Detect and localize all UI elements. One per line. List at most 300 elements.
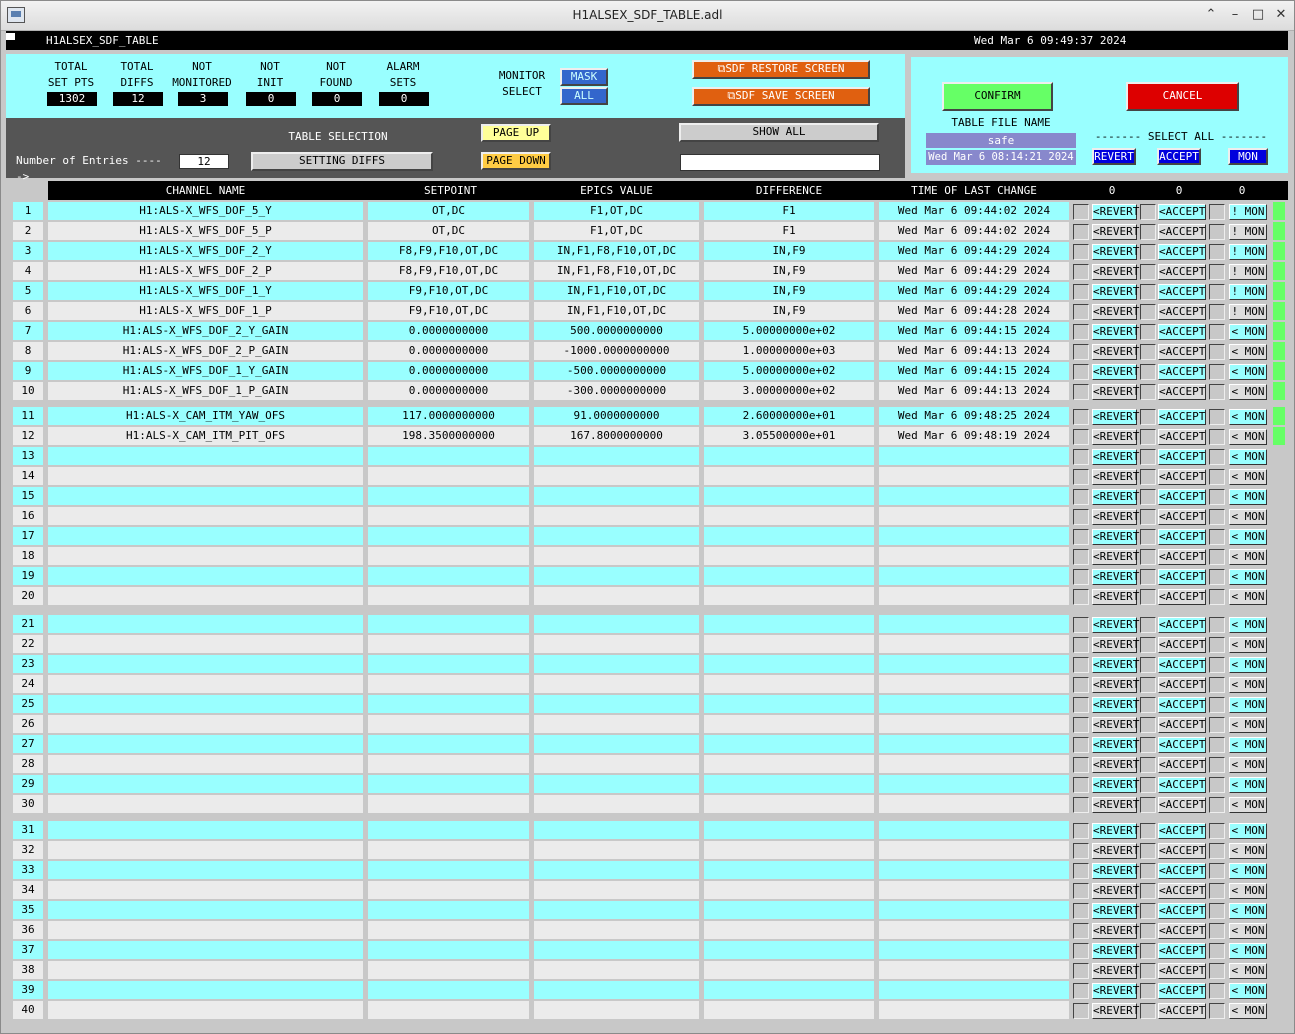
diff-indicator bbox=[1273, 282, 1285, 300]
revert-checkbox[interactable] bbox=[1073, 1003, 1089, 1019]
revert-button[interactable]: <REVERT bbox=[1093, 758, 1140, 771]
revert-checkbox[interactable] bbox=[1073, 569, 1089, 585]
revert-checkbox[interactable] bbox=[1073, 657, 1089, 673]
mon-checkbox[interactable] bbox=[1209, 224, 1225, 240]
time-of-last-change bbox=[879, 695, 1069, 713]
diff-indicator bbox=[1273, 362, 1285, 380]
revert-button[interactable]: <REVERT bbox=[1093, 470, 1140, 483]
revert-checkbox[interactable] bbox=[1073, 823, 1089, 839]
revert-button[interactable]: <REVERT bbox=[1093, 410, 1140, 423]
mon-checkbox[interactable] bbox=[1209, 903, 1225, 919]
mon-button[interactable]: < MON bbox=[1229, 863, 1267, 879]
revert-checkbox[interactable] bbox=[1073, 549, 1089, 565]
revert-checkbox[interactable] bbox=[1073, 409, 1089, 425]
revert-checkbox[interactable] bbox=[1073, 737, 1089, 753]
mon-button[interactable]: < MON bbox=[1229, 489, 1267, 505]
mon-button[interactable]: < MON bbox=[1229, 529, 1267, 545]
revert-checkbox[interactable] bbox=[1073, 284, 1089, 300]
setpoint bbox=[368, 775, 529, 793]
accept-button[interactable]: <ACCEPT bbox=[1159, 758, 1206, 771]
revert-checkbox[interactable] bbox=[1073, 883, 1089, 899]
mon-checkbox[interactable] bbox=[1209, 549, 1225, 565]
mon-button[interactable]: < MON bbox=[1229, 1003, 1267, 1019]
mon-checkbox[interactable] bbox=[1209, 344, 1225, 360]
revert-button[interactable]: <REVERT bbox=[1093, 530, 1140, 543]
revert-checkbox[interactable] bbox=[1073, 529, 1089, 545]
revert-button[interactable]: <REVERT bbox=[1093, 964, 1140, 977]
mon-checkbox[interactable] bbox=[1209, 509, 1225, 525]
revert-button[interactable]: <REVERT bbox=[1093, 658, 1140, 671]
revert-button[interactable]: <REVERT bbox=[1093, 550, 1140, 563]
mon-button[interactable]: ! MON bbox=[1229, 284, 1267, 300]
revert-button[interactable]: <REVERT bbox=[1093, 944, 1140, 957]
channel-name bbox=[48, 567, 363, 585]
mon-checkbox[interactable] bbox=[1209, 843, 1225, 859]
accept-checkbox[interactable] bbox=[1140, 264, 1156, 280]
setpoint bbox=[368, 941, 529, 959]
mon-button[interactable]: < MON bbox=[1229, 364, 1267, 380]
mon-checkbox[interactable] bbox=[1209, 717, 1225, 733]
accept-checkbox[interactable] bbox=[1140, 697, 1156, 713]
mon-checkbox[interactable] bbox=[1209, 983, 1225, 999]
revert-button[interactable]: <REVERT bbox=[1093, 798, 1140, 811]
revert-checkbox[interactable] bbox=[1073, 677, 1089, 693]
mon-button[interactable]: < MON bbox=[1229, 883, 1267, 899]
stat-value: 3 bbox=[178, 92, 228, 106]
revert-checkbox[interactable] bbox=[1073, 509, 1089, 525]
stat-label: FOUND bbox=[319, 76, 353, 89]
channel-name: H1:ALS-X_WFS_DOF_2_P bbox=[48, 262, 363, 280]
accept-checkbox[interactable] bbox=[1140, 943, 1156, 959]
table-file-date: Wed Mar 6 08:14:21 2024 bbox=[926, 150, 1076, 165]
accept-checkbox[interactable] bbox=[1140, 1003, 1156, 1019]
mon-button[interactable]: < MON bbox=[1229, 823, 1267, 839]
mon-button[interactable]: < MON bbox=[1229, 943, 1267, 959]
mon-button[interactable]: < MON bbox=[1229, 549, 1267, 565]
revert-button[interactable]: <REVERT bbox=[1093, 778, 1140, 791]
mon-checkbox[interactable] bbox=[1209, 449, 1225, 465]
accept-button[interactable]: <ACCEPT bbox=[1159, 450, 1206, 463]
mon-checkbox[interactable] bbox=[1209, 923, 1225, 939]
revert-checkbox[interactable] bbox=[1073, 943, 1089, 959]
accept-checkbox[interactable] bbox=[1140, 324, 1156, 340]
accept-checkbox[interactable] bbox=[1140, 963, 1156, 979]
accept-button[interactable]: <ACCEPT bbox=[1159, 265, 1206, 278]
diff-indicator bbox=[1273, 382, 1285, 400]
mon-checkbox[interactable] bbox=[1209, 777, 1225, 793]
accept-button[interactable]: <ACCEPT bbox=[1159, 1004, 1206, 1017]
row-number: 3 bbox=[13, 242, 43, 260]
revert-checkbox[interactable] bbox=[1073, 384, 1089, 400]
mon-checkbox[interactable] bbox=[1209, 429, 1225, 445]
revert-button[interactable]: <REVERT bbox=[1093, 824, 1140, 837]
epics-value bbox=[534, 735, 699, 753]
accept-button[interactable]: <ACCEPT bbox=[1159, 984, 1206, 997]
accept-checkbox[interactable] bbox=[1140, 469, 1156, 485]
select-all-accept-button[interactable]: ACCEPT bbox=[1157, 148, 1201, 165]
maximize-icon[interactable]: □ bbox=[1251, 7, 1265, 22]
mon-button[interactable]: < MON bbox=[1229, 777, 1267, 793]
revert-button[interactable]: <REVERT bbox=[1093, 1004, 1140, 1017]
accept-checkbox[interactable] bbox=[1140, 509, 1156, 525]
mon-checkbox[interactable] bbox=[1209, 529, 1225, 545]
revert-button[interactable]: <REVERT bbox=[1093, 864, 1140, 877]
accept-button[interactable]: <ACCEPT bbox=[1159, 550, 1206, 563]
revert-checkbox[interactable] bbox=[1073, 903, 1089, 919]
mon-button[interactable]: < MON bbox=[1229, 324, 1267, 340]
close-icon[interactable]: ✕ bbox=[1275, 7, 1287, 22]
accept-checkbox[interactable] bbox=[1140, 244, 1156, 260]
accept-checkbox[interactable] bbox=[1140, 677, 1156, 693]
accept-checkbox[interactable] bbox=[1140, 843, 1156, 859]
mon-button[interactable]: < MON bbox=[1229, 617, 1267, 633]
accept-checkbox[interactable] bbox=[1140, 923, 1156, 939]
revert-checkbox[interactable] bbox=[1073, 344, 1089, 360]
accept-checkbox[interactable] bbox=[1140, 657, 1156, 673]
revert-checkbox[interactable] bbox=[1073, 777, 1089, 793]
accept-button[interactable]: <ACCEPT bbox=[1159, 365, 1206, 378]
accept-button[interactable]: <ACCEPT bbox=[1159, 678, 1206, 691]
mon-button[interactable]: ! MON bbox=[1229, 224, 1267, 240]
accept-checkbox[interactable] bbox=[1140, 983, 1156, 999]
accept-checkbox[interactable] bbox=[1140, 569, 1156, 585]
revert-button[interactable]: <REVERT bbox=[1093, 570, 1140, 583]
page-down-button[interactable]: PAGE DOWN bbox=[481, 152, 551, 170]
revert-button[interactable]: <REVERT bbox=[1093, 305, 1140, 318]
mon-button[interactable]: < MON bbox=[1229, 923, 1267, 939]
accept-button[interactable]: <ACCEPT bbox=[1159, 590, 1206, 603]
select-all-revert-button[interactable]: REVERT bbox=[1092, 148, 1136, 165]
accept-button[interactable]: <ACCEPT bbox=[1159, 864, 1206, 877]
mon-checkbox[interactable] bbox=[1209, 697, 1225, 713]
accept-button[interactable]: <ACCEPT bbox=[1159, 225, 1206, 238]
accept-checkbox[interactable] bbox=[1140, 429, 1156, 445]
revert-button[interactable]: <REVERT bbox=[1093, 984, 1140, 997]
revert-checkbox[interactable] bbox=[1073, 224, 1089, 240]
revert-checkbox[interactable] bbox=[1073, 637, 1089, 653]
accept-button[interactable]: <ACCEPT bbox=[1159, 325, 1206, 338]
accept-button[interactable]: <ACCEPT bbox=[1159, 904, 1206, 917]
accept-button[interactable]: <ACCEPT bbox=[1159, 470, 1206, 483]
accept-checkbox[interactable] bbox=[1140, 304, 1156, 320]
accept-checkbox[interactable] bbox=[1140, 364, 1156, 380]
accept-button[interactable]: <ACCEPT bbox=[1159, 530, 1206, 543]
revert-checkbox[interactable] bbox=[1073, 324, 1089, 340]
revert-checkbox[interactable] bbox=[1073, 264, 1089, 280]
filter-input[interactable] bbox=[680, 154, 880, 171]
accept-checkbox[interactable] bbox=[1140, 883, 1156, 899]
mon-checkbox[interactable] bbox=[1209, 823, 1225, 839]
revert-button[interactable]: <REVERT bbox=[1093, 638, 1140, 651]
mon-checkbox[interactable] bbox=[1209, 304, 1225, 320]
revert-button[interactable]: <REVERT bbox=[1093, 225, 1140, 238]
accept-checkbox[interactable] bbox=[1140, 224, 1156, 240]
revert-checkbox[interactable] bbox=[1073, 757, 1089, 773]
revert-button[interactable]: <REVERT bbox=[1093, 884, 1140, 897]
revert-button[interactable]: <REVERT bbox=[1093, 325, 1140, 338]
revert-checkbox[interactable] bbox=[1073, 204, 1089, 220]
revert-checkbox[interactable] bbox=[1073, 589, 1089, 605]
revert-checkbox[interactable] bbox=[1073, 469, 1089, 485]
accept-checkbox[interactable] bbox=[1140, 863, 1156, 879]
mon-button[interactable]: < MON bbox=[1229, 449, 1267, 465]
mon-checkbox[interactable] bbox=[1209, 364, 1225, 380]
accept-checkbox[interactable] bbox=[1140, 529, 1156, 545]
mon-button[interactable]: < MON bbox=[1229, 717, 1267, 733]
revert-checkbox[interactable] bbox=[1073, 963, 1089, 979]
revert-button[interactable]: <REVERT bbox=[1093, 285, 1140, 298]
time-of-last-change bbox=[879, 587, 1069, 605]
setpoint: 117.0000000000 bbox=[368, 407, 529, 425]
diff-indicator bbox=[1273, 427, 1285, 445]
revert-checkbox[interactable] bbox=[1073, 697, 1089, 713]
channel-name bbox=[48, 1001, 363, 1019]
mon-button[interactable]: < MON bbox=[1229, 569, 1267, 585]
mon-button[interactable]: < MON bbox=[1229, 697, 1267, 713]
revert-button[interactable]: <REVERT bbox=[1093, 265, 1140, 278]
difference bbox=[704, 635, 874, 653]
channel-name bbox=[48, 547, 363, 565]
mon-button[interactable]: < MON bbox=[1229, 429, 1267, 445]
revert-checkbox[interactable] bbox=[1073, 244, 1089, 260]
mon-button[interactable]: < MON bbox=[1229, 409, 1267, 425]
mon-checkbox[interactable] bbox=[1209, 589, 1225, 605]
epics-value bbox=[534, 635, 699, 653]
accept-button[interactable]: <ACCEPT bbox=[1159, 944, 1206, 957]
accept-button[interactable]: <ACCEPT bbox=[1159, 884, 1206, 897]
revert-checkbox[interactable] bbox=[1073, 843, 1089, 859]
mon-checkbox[interactable] bbox=[1209, 409, 1225, 425]
accept-checkbox[interactable] bbox=[1140, 823, 1156, 839]
accept-button[interactable]: <ACCEPT bbox=[1159, 345, 1206, 358]
mon-button[interactable]: < MON bbox=[1229, 384, 1267, 400]
difference: IN,F9 bbox=[704, 242, 874, 260]
accept-checkbox[interactable] bbox=[1140, 777, 1156, 793]
confirm-button[interactable]: CONFIRM bbox=[942, 82, 1053, 111]
mon-checkbox[interactable] bbox=[1209, 863, 1225, 879]
revert-button[interactable]: <REVERT bbox=[1093, 365, 1140, 378]
revert-button[interactable]: <REVERT bbox=[1093, 904, 1140, 917]
mon-button[interactable]: < MON bbox=[1229, 797, 1267, 813]
channel-name bbox=[48, 861, 363, 879]
epics-value bbox=[534, 695, 699, 713]
mon-checkbox[interactable] bbox=[1209, 469, 1225, 485]
mon-checkbox[interactable] bbox=[1209, 284, 1225, 300]
mon-checkbox[interactable] bbox=[1209, 617, 1225, 633]
revert-button[interactable]: <REVERT bbox=[1093, 510, 1140, 523]
mon-button[interactable]: < MON bbox=[1229, 509, 1267, 525]
minimize-icon[interactable]: – bbox=[1231, 7, 1239, 22]
mon-checkbox[interactable] bbox=[1209, 569, 1225, 585]
mon-button[interactable]: < MON bbox=[1229, 469, 1267, 485]
mon-button[interactable]: < MON bbox=[1229, 983, 1267, 999]
revert-button[interactable]: <REVERT bbox=[1093, 245, 1140, 258]
accept-button[interactable]: <ACCEPT bbox=[1159, 824, 1206, 837]
accept-button[interactable]: <ACCEPT bbox=[1159, 490, 1206, 503]
accept-button[interactable]: <ACCEPT bbox=[1159, 924, 1206, 937]
mon-checkbox[interactable] bbox=[1209, 637, 1225, 653]
chevron-up-icon[interactable]: ⌃ bbox=[1205, 7, 1217, 22]
accept-button[interactable]: <ACCEPT bbox=[1159, 778, 1206, 791]
revert-checkbox[interactable] bbox=[1073, 617, 1089, 633]
setpoint: OT,DC bbox=[368, 222, 529, 240]
mon-checkbox[interactable] bbox=[1209, 264, 1225, 280]
revert-button[interactable]: <REVERT bbox=[1093, 450, 1140, 463]
selection-panel bbox=[6, 118, 905, 183]
accept-checkbox[interactable] bbox=[1140, 589, 1156, 605]
accept-button[interactable]: <ACCEPT bbox=[1159, 658, 1206, 671]
mon-button[interactable]: < MON bbox=[1229, 677, 1267, 693]
accept-checkbox[interactable] bbox=[1140, 384, 1156, 400]
time-of-last-change bbox=[879, 507, 1069, 525]
difference bbox=[704, 675, 874, 693]
mon-button[interactable]: ! MON bbox=[1229, 264, 1267, 280]
revert-checkbox[interactable] bbox=[1073, 429, 1089, 445]
accept-checkbox[interactable] bbox=[1140, 549, 1156, 565]
revert-button[interactable]: <REVERT bbox=[1093, 844, 1140, 857]
mon-button[interactable]: < MON bbox=[1229, 843, 1267, 859]
mon-checkbox[interactable] bbox=[1209, 204, 1225, 220]
mon-checkbox[interactable] bbox=[1209, 737, 1225, 753]
mon-checkbox[interactable] bbox=[1209, 1003, 1225, 1019]
revert-button[interactable]: <REVERT bbox=[1093, 385, 1140, 398]
revert-button[interactable]: <REVERT bbox=[1093, 924, 1140, 937]
mon-checkbox[interactable] bbox=[1209, 677, 1225, 693]
revert-button[interactable]: <REVERT bbox=[1093, 430, 1140, 443]
sdf-save-screen-button[interactable] bbox=[692, 87, 870, 106]
mon-button[interactable]: < MON bbox=[1229, 903, 1267, 919]
mon-button[interactable]: < MON bbox=[1229, 757, 1267, 773]
accept-checkbox[interactable] bbox=[1140, 903, 1156, 919]
row-number: 29 bbox=[13, 775, 43, 793]
accept-button[interactable]: <ACCEPT bbox=[1159, 385, 1206, 398]
diff-indicator bbox=[1273, 407, 1285, 425]
channel-name bbox=[48, 821, 363, 839]
accept-button[interactable]: <ACCEPT bbox=[1159, 844, 1206, 857]
mon-button[interactable]: < MON bbox=[1229, 637, 1267, 653]
mon-checkbox[interactable] bbox=[1209, 384, 1225, 400]
mon-button[interactable]: < MON bbox=[1229, 589, 1267, 605]
accept-button[interactable]: <ACCEPT bbox=[1159, 964, 1206, 977]
setpoint: F9,F10,OT,DC bbox=[368, 282, 529, 300]
time-of-last-change: Wed Mar 6 09:44:13 2024 bbox=[879, 342, 1069, 360]
accept-checkbox[interactable] bbox=[1140, 449, 1156, 465]
mon-button[interactable]: ! MON bbox=[1229, 204, 1267, 220]
accept-checkbox[interactable] bbox=[1140, 284, 1156, 300]
revert-button[interactable]: <REVERT bbox=[1093, 718, 1140, 731]
cancel-button[interactable]: CANCEL bbox=[1126, 82, 1239, 111]
accept-checkbox[interactable] bbox=[1140, 489, 1156, 505]
table-selection-menu[interactable] bbox=[251, 152, 433, 171]
col-setpoint: SETPOINT bbox=[424, 184, 477, 197]
accept-checkbox[interactable] bbox=[1140, 737, 1156, 753]
accept-checkbox[interactable] bbox=[1140, 344, 1156, 360]
mon-button[interactable]: ! MON bbox=[1229, 244, 1267, 260]
all-button[interactable]: ALL bbox=[560, 87, 608, 105]
accept-button[interactable]: <ACCEPT bbox=[1159, 570, 1206, 583]
revert-button[interactable]: <REVERT bbox=[1093, 590, 1140, 603]
accept-checkbox[interactable] bbox=[1140, 797, 1156, 813]
revert-button[interactable]: <REVERT bbox=[1093, 618, 1140, 631]
sdf-restore-screen-button[interactable] bbox=[692, 60, 870, 79]
revert-button[interactable]: <REVERT bbox=[1093, 345, 1140, 358]
accept-checkbox[interactable] bbox=[1140, 717, 1156, 733]
revert-checkbox[interactable] bbox=[1073, 797, 1089, 813]
revert-checkbox[interactable] bbox=[1073, 364, 1089, 380]
mon-button[interactable]: ! MON bbox=[1229, 304, 1267, 320]
mon-checkbox[interactable] bbox=[1209, 244, 1225, 260]
accept-button[interactable]: <ACCEPT bbox=[1159, 798, 1206, 811]
mon-checkbox[interactable] bbox=[1209, 963, 1225, 979]
time-of-last-change bbox=[879, 447, 1069, 465]
mon-button[interactable]: < MON bbox=[1229, 963, 1267, 979]
revert-button[interactable]: <REVERT bbox=[1093, 205, 1140, 218]
revert-checkbox[interactable] bbox=[1073, 304, 1089, 320]
stat-label: INIT bbox=[256, 76, 284, 89]
accept-button[interactable]: <ACCEPT bbox=[1159, 205, 1206, 218]
revert-checkbox[interactable] bbox=[1073, 923, 1089, 939]
mon-checkbox[interactable] bbox=[1209, 657, 1225, 673]
accept-button[interactable]: <ACCEPT bbox=[1159, 638, 1206, 651]
accept-checkbox[interactable] bbox=[1140, 637, 1156, 653]
page-up-button[interactable]: PAGE UP bbox=[481, 124, 551, 142]
accept-button[interactable]: <ACCEPT bbox=[1159, 305, 1206, 318]
select-all-mon-button[interactable]: MON bbox=[1228, 148, 1268, 165]
accept-button[interactable]: <ACCEPT bbox=[1159, 718, 1206, 731]
epics-value: IN,F1,F10,OT,DC bbox=[534, 302, 699, 320]
diff-indicator bbox=[1273, 262, 1285, 280]
revert-checkbox[interactable] bbox=[1073, 489, 1089, 505]
mon-button[interactable]: < MON bbox=[1229, 344, 1267, 360]
accept-button[interactable]: <ACCEPT bbox=[1159, 285, 1206, 298]
mask-button[interactable]: MASK bbox=[560, 68, 608, 86]
accept-button[interactable]: <ACCEPT bbox=[1159, 698, 1206, 711]
mon-checkbox[interactable] bbox=[1209, 943, 1225, 959]
mon-checkbox[interactable] bbox=[1209, 797, 1225, 813]
accept-button[interactable]: <ACCEPT bbox=[1159, 410, 1206, 423]
revert-checkbox[interactable] bbox=[1073, 863, 1089, 879]
revert-button[interactable]: <REVERT bbox=[1093, 698, 1140, 711]
accept-button[interactable]: <ACCEPT bbox=[1159, 510, 1206, 523]
channel-name: H1:ALS-X_WFS_DOF_1_P bbox=[48, 302, 363, 320]
accept-checkbox[interactable] bbox=[1140, 409, 1156, 425]
accept-checkbox[interactable] bbox=[1140, 757, 1156, 773]
row-number: 8 bbox=[13, 342, 43, 360]
accept-button[interactable]: <ACCEPT bbox=[1159, 618, 1206, 631]
revert-checkbox[interactable] bbox=[1073, 983, 1089, 999]
mon-checkbox[interactable] bbox=[1209, 883, 1225, 899]
revert-button[interactable]: <REVERT bbox=[1093, 490, 1140, 503]
revert-button[interactable]: <REVERT bbox=[1093, 738, 1140, 751]
mon-checkbox[interactable] bbox=[1209, 324, 1225, 340]
revert-checkbox[interactable] bbox=[1073, 449, 1089, 465]
show-all-menu[interactable] bbox=[679, 123, 879, 142]
mon-button[interactable]: < MON bbox=[1229, 657, 1267, 673]
accept-button[interactable]: <ACCEPT bbox=[1159, 430, 1206, 443]
mon-button[interactable]: < MON bbox=[1229, 737, 1267, 753]
accept-button[interactable]: <ACCEPT bbox=[1159, 245, 1206, 258]
mon-checkbox[interactable] bbox=[1209, 757, 1225, 773]
window-title: H1ALSEX_SDF_TABLE.adl bbox=[572, 8, 723, 22]
accept-checkbox[interactable] bbox=[1140, 204, 1156, 220]
revert-button[interactable]: <REVERT bbox=[1093, 678, 1140, 691]
setpoint: 0.0000000000 bbox=[368, 382, 529, 400]
accept-checkbox[interactable] bbox=[1140, 617, 1156, 633]
revert-checkbox[interactable] bbox=[1073, 717, 1089, 733]
channel-name bbox=[48, 981, 363, 999]
mon-checkbox[interactable] bbox=[1209, 489, 1225, 505]
accept-button[interactable]: <ACCEPT bbox=[1159, 738, 1206, 751]
